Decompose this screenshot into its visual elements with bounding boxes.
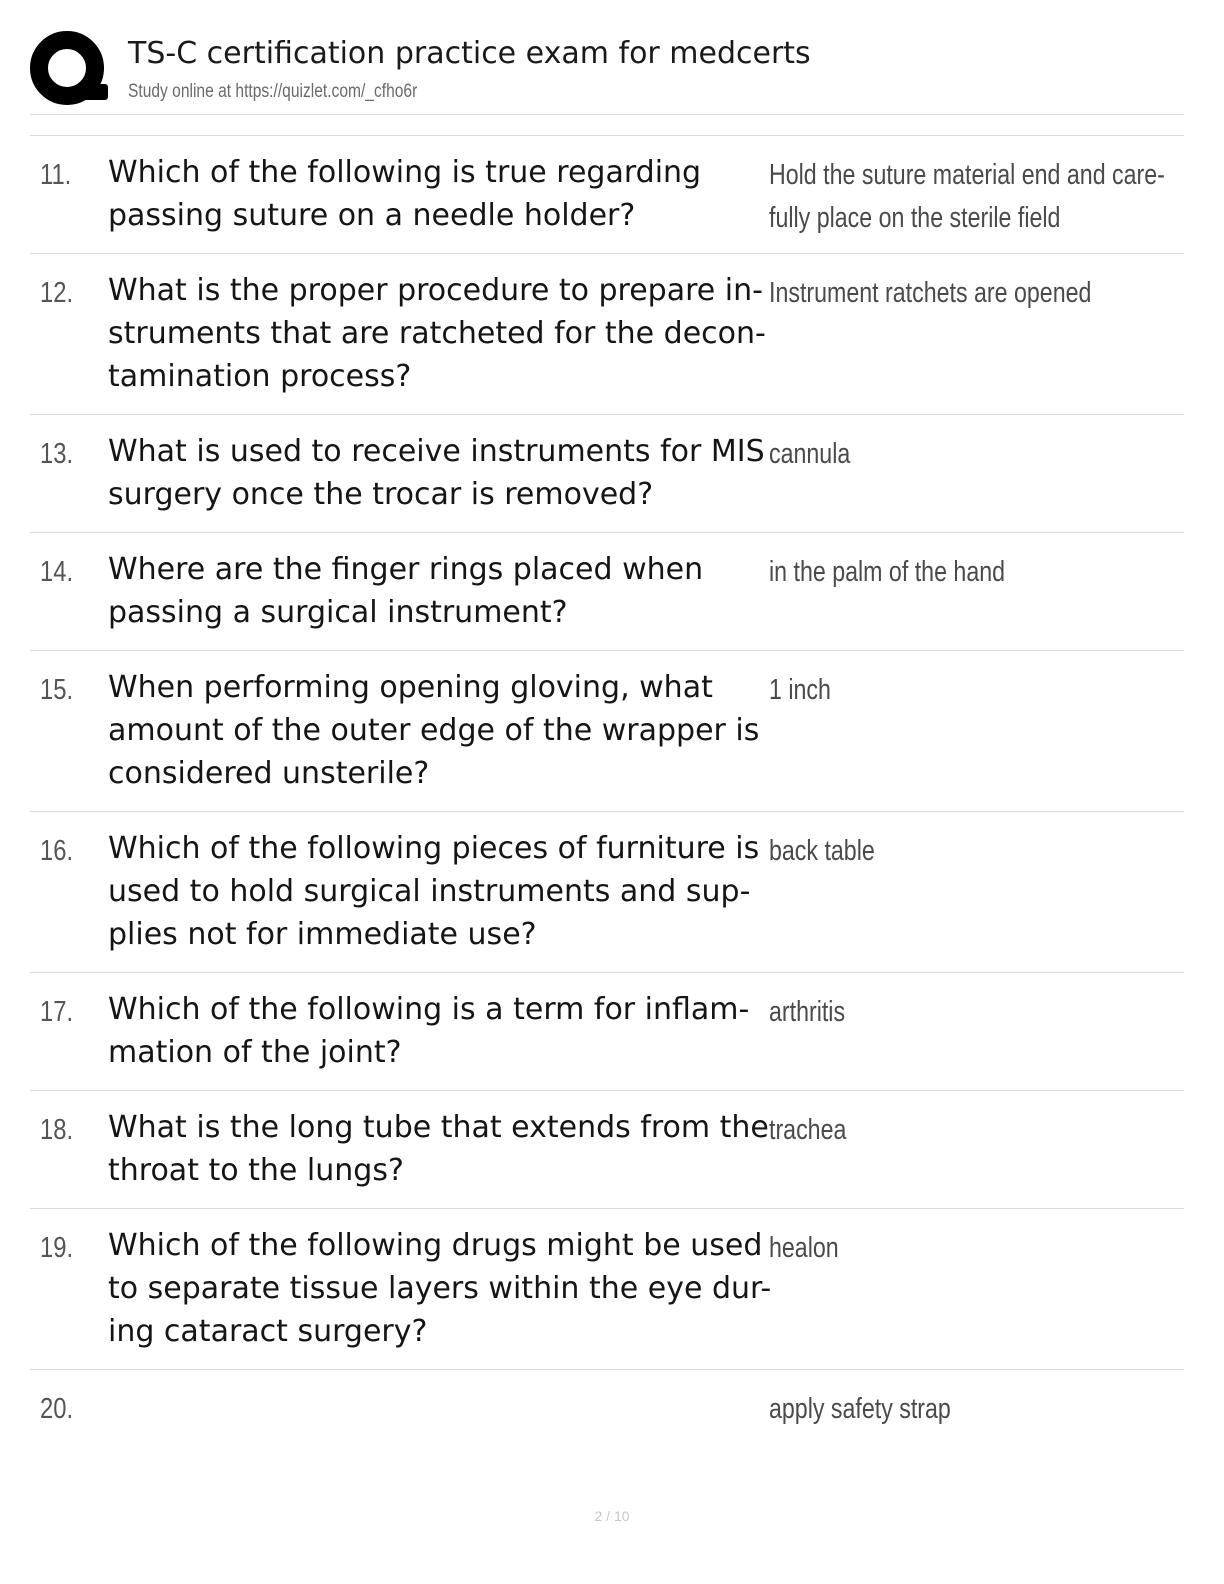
card-number: 17. [40,996,74,1028]
page-number: 2 / 10 [594,1508,630,1524]
question-line: used to hold surgical instruments and sup- [108,874,751,909]
card-answer [769,433,1101,476]
question-line: What is the long tube that extends from the [108,1110,769,1145]
card-number: 12. [40,277,74,309]
card-answer [769,669,1101,712]
answer-line: Hold the suture material end and care- [769,159,1165,191]
question-line: Which of the following is true regarding [108,155,702,190]
answer-line: back table [769,835,875,867]
answer-line: healon [769,1232,839,1264]
question-line: Where are the finger rings placed when [108,552,704,587]
card-number: 14. [40,556,74,588]
document-header [30,28,1184,115]
question-line: ing cataract surgery? [108,1314,428,1349]
question-line: tamination process? [108,359,412,394]
card-answer [769,991,1101,1034]
question-line: Which of the following drugs might be used [108,1228,763,1263]
card-question [108,430,768,516]
answer-line: Instrument ratchets are opened [769,277,1092,309]
card-answer [769,272,1101,315]
question-line: passing a surgical instrument? [108,595,568,630]
question-line: surgery once the trocar is removed? [108,477,654,512]
card-question [108,827,768,956]
answer-line: trachea [769,1114,847,1146]
question-line: amount of the outer edge of the wrapper is [108,713,760,748]
card-question [108,988,768,1074]
card-number: 13. [40,438,74,470]
flashcard-row [30,812,1184,973]
answer-line: arthritis [769,996,846,1028]
question-line: What is the proper procedure to prepare in- [108,273,763,308]
flashcard-row [30,651,1184,812]
flashcard-row [30,415,1184,533]
card-answer [769,154,1165,240]
flashcard-row [30,1091,1184,1209]
card-answer [769,551,1101,594]
card-number: 11. [40,159,72,191]
question-line: considered unsterile? [108,756,430,791]
card-number: 19. [40,1232,74,1264]
question-line: What is used to receive instruments for MIS [108,434,765,469]
card-answer [769,830,1101,873]
card-question [108,269,768,398]
answer-line: cannula [769,438,851,470]
card-number: 16. [40,835,74,867]
flashcard-row [30,136,1184,254]
card-question [108,548,768,634]
card-number: 15. [40,674,74,706]
flashcard-row [30,973,1184,1091]
study-link-text: Study online at https://quizlet.com/_cfho6r [128,81,418,102]
card-question [108,1224,772,1353]
quizlet-logo-icon [30,28,110,108]
question-line: throat to the lungs? [108,1153,404,1188]
flashcard-row [30,533,1184,651]
card-question [108,666,768,795]
question-line: When performing opening gloving, what [108,670,713,705]
question-line: plies not for immediate use? [108,917,537,952]
question-line: Which of the following is a term for inflam- [108,992,750,1027]
question-line: struments that are ratcheted for the decon- [108,316,766,351]
question-line: Which of the following pieces of furniture is [108,831,760,866]
question-line: passing suture on a needle holder? [108,198,636,233]
answer-line: in the palm of the hand [769,556,1006,588]
flashcard-row [30,1370,1184,1450]
card-answer [769,1227,1101,1270]
page-title: TS-C certification practice exam for medcerts [128,36,811,71]
flashcard-row [30,1209,1184,1370]
answer-line: 1 inch [769,674,831,706]
answer-line: fully place on the sterile field [769,202,1061,234]
card-question [108,1106,768,1192]
flashcard-list [30,135,1184,1450]
flashcard-row [30,254,1184,415]
question-line: to separate tissue layers within the eye dur- [108,1271,772,1306]
question-line: mation of the joint? [108,1035,402,1070]
card-question [108,151,768,237]
answer-line: apply safety strap [769,1393,951,1425]
card-number: 20. [40,1393,74,1425]
card-answer [769,1109,1101,1152]
card-answer [769,1388,1101,1431]
card-number: 18. [40,1114,74,1146]
